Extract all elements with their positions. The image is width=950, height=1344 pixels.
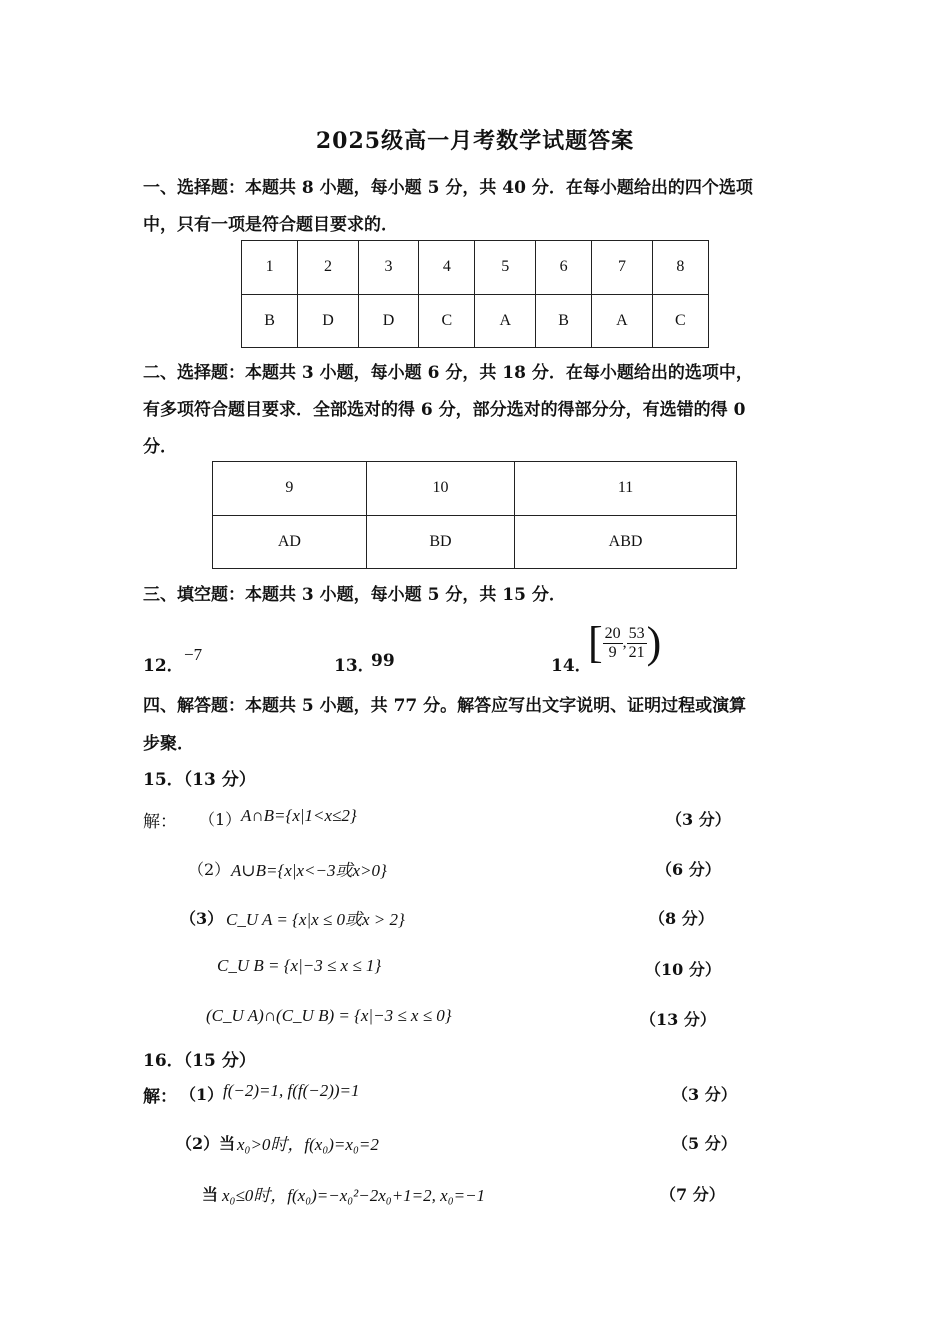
question-number-cell: 2 — [298, 241, 359, 295]
section3-heading: 三、填空题：本题共 3 小题，每小题 5 分，共 15 分． — [143, 585, 566, 605]
left-bracket: [ — [588, 618, 603, 667]
page-title: 2025级高一月考数学试题答案 — [315, 128, 635, 154]
q14-answer — [588, 617, 661, 669]
q15-intro: 解： — [143, 812, 177, 832]
question-number-cell: 5 — [475, 241, 536, 295]
answer-cell: C — [419, 294, 475, 348]
q15-step1-points: （3 分） — [666, 810, 731, 829]
q13-answer: 99 — [371, 651, 395, 671]
answer-cell: B — [242, 294, 298, 348]
denominator: 21 — [628, 643, 645, 661]
q12-answer: −7 — [184, 645, 203, 664]
section1-heading-cont: 中，只有一项是符合题目要求的． — [143, 215, 398, 235]
section2-heading-end: 分． — [143, 437, 177, 457]
answer-cell: D — [358, 294, 419, 348]
q15-step1-expr: A∩B={x|1<x≤2} — [241, 806, 357, 825]
q16-step3-points: （7 分） — [660, 1185, 725, 1204]
question-number-cell: 1 — [242, 241, 298, 295]
q16-step1-expr: f(−2)=1, f(f(−2))=1 — [223, 1081, 360, 1100]
q16-step2-expr: x₀>0时，f(x₀)=x₀=2 — [237, 1135, 379, 1154]
q16-step2-points: （5 分） — [672, 1134, 737, 1153]
q16-step3-label: 当 — [202, 1185, 219, 1204]
section1-heading: 一、选择题：本题共 8 小题，每小题 5 分，共 40 分．在每小题给出的四个选项 — [143, 178, 753, 198]
q15-step5-points: （13 分） — [640, 1010, 716, 1029]
table-row — [242, 241, 709, 295]
section4-heading-cont: 步聚． — [143, 734, 194, 754]
q15-step5-expr: (C_U A)∩(C_U B) = {x|−3 ≤ x ≤ 0} — [206, 1006, 452, 1025]
fraction — [627, 625, 647, 662]
section1-answer-table — [241, 240, 709, 348]
q12-label: 12． — [143, 656, 184, 676]
q16-intro: 解： — [143, 1087, 177, 1107]
question-number-cell: 11 — [515, 462, 737, 516]
q15-step4-expr: C_U B = {x|−3 ≤ x ≤ 1} — [217, 956, 382, 975]
fraction — [603, 625, 623, 662]
answer-cell: AD — [213, 515, 367, 569]
q15-step1-label: （1） — [199, 810, 242, 829]
q15-step3-expr: C_U A = {x|x ≤ 0或x > 2} — [226, 910, 405, 929]
q15-step2-expr: A∪B={x|x<−3或x>0} — [231, 861, 387, 880]
answer-cell: ABD — [515, 515, 737, 569]
table-row — [242, 294, 709, 348]
answer-cell: A — [592, 294, 653, 348]
q15-step3-points: （8 分） — [649, 909, 714, 928]
numerator: 53 — [628, 624, 645, 642]
question-number-cell: 10 — [366, 462, 514, 516]
question-number-cell: 4 — [419, 241, 475, 295]
section2-heading-cont: 有多项符合题目要求．全部选对的得 6 分，部分选对的得部分分，有选错的得 0 — [143, 400, 746, 420]
q16-step2-label: （2）当 — [176, 1134, 236, 1153]
q15-step2-label: （2） — [188, 860, 231, 879]
answer-cell: D — [298, 294, 359, 348]
answer-cell: B — [535, 294, 591, 348]
answer-cell: C — [652, 294, 708, 348]
denominator: 9 — [608, 643, 617, 661]
answer-cell: A — [475, 294, 536, 348]
table-row — [213, 515, 737, 569]
q14-label: 14． — [551, 656, 592, 676]
table-row — [213, 462, 737, 516]
section2-heading: 二、选择题：本题共 3 小题，每小题 6 分，共 18 分．在每小题给出的选项中， — [143, 363, 753, 383]
q16-step3-expr: x₀≤0时，f(x₀)=−x₀²−2x₀+1=2, x₀=−1 — [222, 1186, 486, 1205]
question-number-cell: 8 — [652, 241, 708, 295]
q16-header: 16．（15 分） — [143, 1051, 256, 1071]
question-number-cell: 7 — [592, 241, 653, 295]
section4-heading: 四、解答题：本题共 5 小题，共 77 分。解答应写出文字说明、证明过程或演算 — [143, 696, 747, 716]
question-number-cell: 6 — [535, 241, 591, 295]
answer-cell: BD — [366, 515, 514, 569]
q15-step2-points: （6 分） — [656, 860, 721, 879]
q13-label: 13． — [334, 656, 375, 676]
section2-answer-table — [212, 461, 737, 569]
q15-step3-label: （3） — [180, 909, 224, 928]
question-number-cell: 3 — [358, 241, 419, 295]
question-number-cell: 9 — [213, 462, 367, 516]
q15-step4-points: （10 分） — [645, 960, 721, 979]
q16-step1-points: （3 分） — [672, 1085, 737, 1104]
q16-step1-label: （1） — [180, 1085, 224, 1104]
numerator: 20 — [604, 624, 621, 642]
separator: , — [622, 634, 627, 651]
right-paren: ) — [646, 618, 662, 667]
q15-header: 15．（13 分） — [143, 770, 256, 790]
